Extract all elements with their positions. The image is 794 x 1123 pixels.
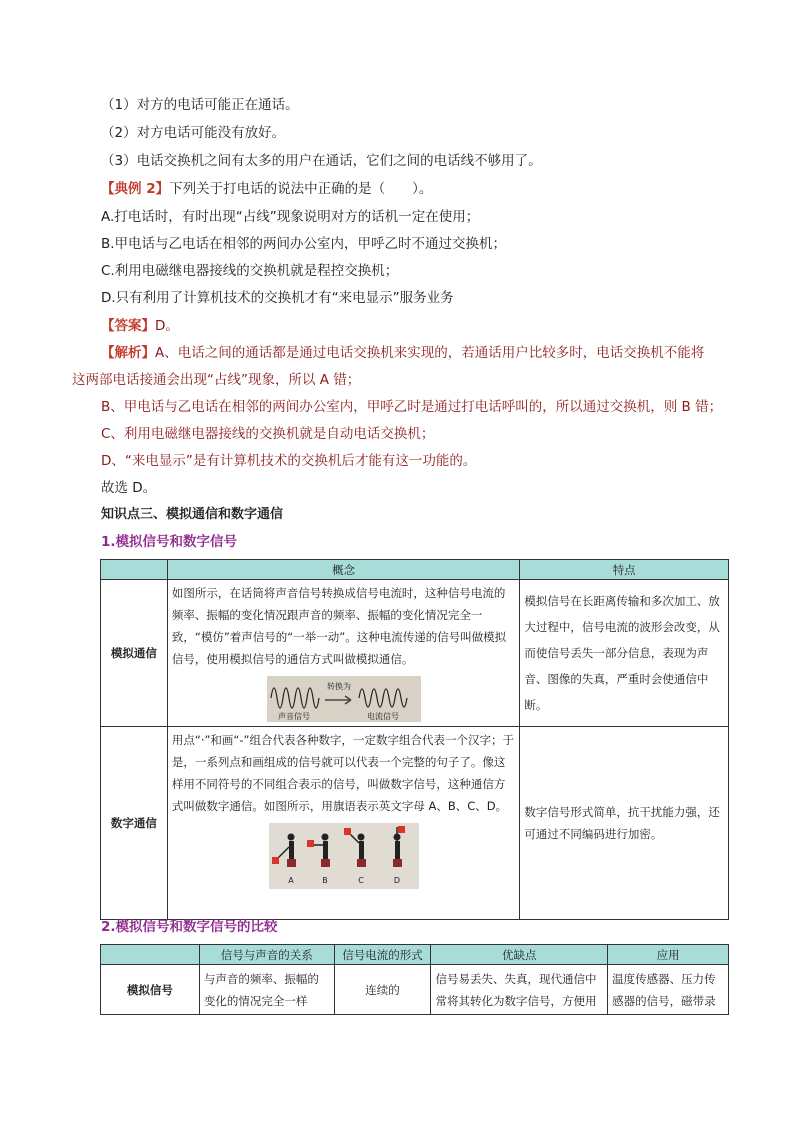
option-d: D.只有利用了计算机技术的交换机才有“来电显示”服务业务 <box>101 290 454 306</box>
analog-feature-cell <box>520 580 729 727</box>
example-question <box>101 180 432 198</box>
figure-label-convert: 转换为 <box>326 682 351 691</box>
flag-label-d: D <box>393 876 400 885</box>
cmp-row-label: 模拟信号 <box>101 965 200 1015</box>
digital-concept-cell <box>167 727 520 920</box>
text-line-3: （3）电话交换机之间有太多的用户在通话，它们之间的电话线不够用了。 <box>101 153 542 169</box>
answer-tag: 【答案】 <box>101 318 155 334</box>
row-label-digital: 数字通信 <box>101 727 168 920</box>
analysis-text-1: A、电话之间的通话都是通过电话交换机来实现的，若通话用户比较多时，电话交换机不能将 <box>155 345 705 361</box>
choose-line: 故选 D。 <box>101 480 157 496</box>
option-c: C.利用电磁继电器接线的交换机就是程控交换机； <box>101 263 399 279</box>
analysis-line-1 <box>101 344 704 362</box>
example-question-text: 下列关于打电话的说法中正确的是（ ）。 <box>169 181 433 197</box>
option-a: A.打电话时，有时出现“占线”现象说明对方的话机一定在使用； <box>101 209 480 225</box>
answer-line <box>101 317 179 335</box>
table-header-row <box>101 560 729 580</box>
text-line-2: （2）对方电话可能没有放好。 <box>101 125 286 141</box>
analog-concept-cell <box>167 580 520 727</box>
section-heading: 知识点三、模拟通信和数字通信 <box>101 507 284 522</box>
header-empty <box>101 560 168 580</box>
cmp-relation-cell <box>199 965 334 1015</box>
cmp-form-text: 连续的 <box>365 982 400 997</box>
header-concept: 概念 <box>167 560 520 580</box>
flag-label-b: B <box>321 876 328 885</box>
comparison-header-row <box>101 945 729 965</box>
analog-feature-text: 模拟信号在长距离传输和多次加工、放大过程中，信号电流的波形会改变，从而使信号丢失一部分信息，表现为声音、图像的失真，严重时会使通信中断。 <box>524 594 720 712</box>
cmp-proscons-cell <box>431 965 608 1015</box>
signal-concept-table <box>100 559 729 920</box>
answer-value: D。 <box>155 318 179 334</box>
table-row-analog <box>101 580 729 727</box>
cmp-header-usage: 应用 <box>608 945 729 965</box>
cmp-header-proscons: 优缺点 <box>431 945 608 965</box>
comparison-row-analog <box>101 965 729 1015</box>
signal-comparison-table <box>100 944 729 1015</box>
flag-label-c: C <box>357 876 364 885</box>
cmp-usage-text: 温度传感器、压力传感器的信号，磁带录 <box>612 971 716 1008</box>
digital-feature-text: 数字信号形式简单，抗干扰能力强，还可通过不同编码进行加密。 <box>524 805 720 841</box>
subsection-2-heading: 2.模拟信号和数字信号的比较 <box>101 919 278 935</box>
flag-label-a: A <box>287 876 294 885</box>
cmp-header-form: 信号电流的形式 <box>334 945 431 965</box>
digital-concept-text: 用点“·”和画“-”组合代表各种数字，一定数字组合代表一个汉字；于是，一系列点和画组成的信号就可以代表一个完整的句子了。像这样用不同符号的不同组合表示的信号，叫做数字信号，这种通信方式叫做数字通信。如图所示，用旗语表示英文字母 A、B、C、D。 <box>171 733 514 813</box>
flag-semaphore-figure <box>269 823 419 889</box>
figure-label-sound: 声音信号 <box>277 712 310 721</box>
cmp-proscons-text: 信号易丢失、失真，现代通信中常将其转化为数字信号，方便用 <box>435 971 597 1008</box>
analog-concept-text: 如图所示，在话筒将声音信号转换成信号电流时，这种信号电流的频率、振幅的变化情况跟声音的频率、振幅的变化情况完全一致，“模仿”着声信号的“一举一动”。这种电流传递的信号叫做模拟信号，使用模拟信号的通信方式叫做模拟通信。 <box>171 586 507 666</box>
example-tag: 【典例 2】 <box>101 181 170 197</box>
cmp-header-empty <box>101 945 200 965</box>
analysis-tag: 【解析】 <box>101 345 155 361</box>
analysis-line-2: 这两部电话接通会出现“占线”现象，所以 A 错； <box>72 372 361 388</box>
cmp-usage-cell <box>608 965 729 1015</box>
figure-label-current: 电流信号 <box>366 712 399 721</box>
analog-wave-figure <box>267 676 421 722</box>
text-line-1: （1）对方的电话可能正在通话。 <box>101 97 299 113</box>
digital-feature-cell <box>520 727 729 920</box>
table-row-digital <box>101 727 729 920</box>
cmp-header-relation: 信号与声音的关系 <box>199 945 334 965</box>
subsection-1-heading: 1.模拟信号和数字信号 <box>101 534 238 550</box>
row-label-analog: 模拟通信 <box>101 580 168 727</box>
analysis-line-5: D、“来电显示”是有计算机技术的交换机后才能有这一功能的。 <box>101 453 477 469</box>
cmp-form-cell <box>334 965 431 1015</box>
analysis-line-4: C、利用电磁继电器接线的交换机就是自动电话交换机； <box>101 426 435 442</box>
cmp-relation-text: 与声音的频率、振幅的变化的情况完全一样 <box>203 971 319 1008</box>
header-feature: 特点 <box>520 560 729 580</box>
analysis-line-3: B、甲电话与乙电话在相邻的两间办公室内，甲呼乙时是通过打电话呼叫的，所以通过交换机，则 B 错； <box>101 399 723 415</box>
option-b: B.甲电话与乙电话在相邻的两间办公室内，甲呼乙时不通过交换机； <box>101 236 507 252</box>
